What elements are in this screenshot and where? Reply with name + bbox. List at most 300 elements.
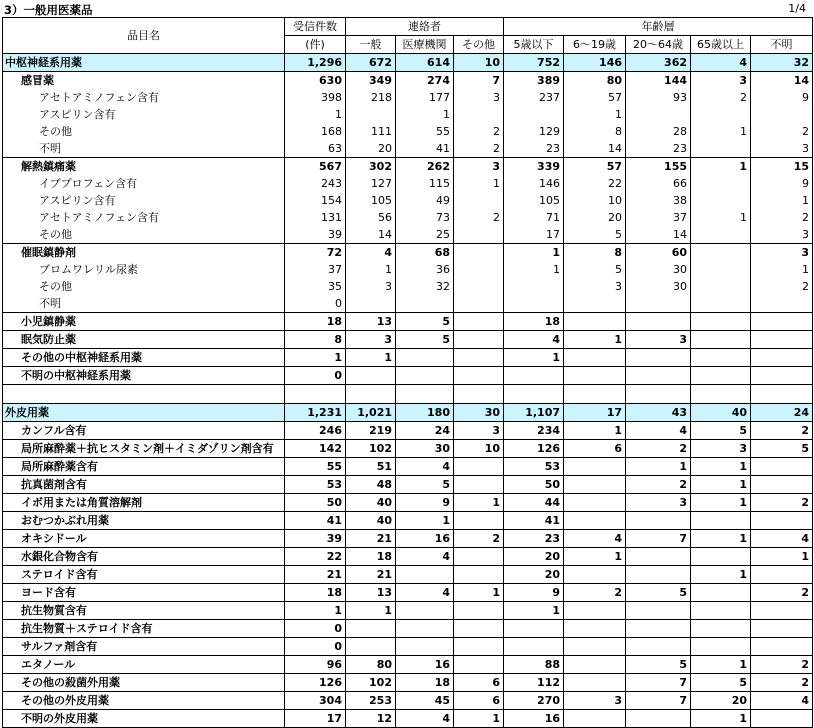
cell-contact-other [454,261,504,278]
cell-contact-general: 102 [346,674,396,692]
cell-age-unknown: 14 [751,72,813,90]
subcategory-row [3,422,813,440]
cell-total: 96 [285,656,346,674]
cell-age-65plus [691,175,751,192]
cell-age-under5: 105 [504,192,564,209]
cell-age-unknown [751,710,813,728]
item-name-cell: 抗生物質含有 [3,602,285,620]
cell-contact-general: 13 [346,313,396,331]
cell-age-20-64 [626,295,691,313]
subcategory-row [3,602,813,620]
cell-age-under5: 20 [504,566,564,584]
cell-total: 630 [285,72,346,90]
cell-age-65plus [691,140,751,158]
cell-age-20-64: 155 [626,158,691,176]
item-name-cell: ブロムワレリル尿素 [3,261,285,278]
header-age-6-19: 6～19歳 [564,36,626,54]
cell-total: 8 [285,331,346,349]
cell-age-20-64: 66 [626,175,691,192]
cell-contact-other [454,192,504,209]
cell-age-65plus [691,548,751,566]
cell-age-unknown: 2 [751,656,813,674]
cell-age-6-19 [564,674,626,692]
cell-total: 39 [285,530,346,548]
cell-contact-other: 6 [454,692,504,710]
cell-contact-general: 3 [346,278,396,295]
cell-contact-other: 6 [454,674,504,692]
cell-age-under5 [504,295,564,313]
cell-contact-general [346,638,396,656]
cell-age-20-64: 14 [626,226,691,244]
cell-age-20-64: 2 [626,476,691,494]
cell-contact-medical: 25 [396,226,454,244]
cell-age-unknown [751,620,813,638]
item-name-cell: ヨード含有 [3,584,285,602]
cell-total: 154 [285,192,346,209]
cell-contact-other [454,385,504,404]
title-bar [0,0,814,17]
detail-row [3,106,813,123]
item-name-cell: ステロイド含有 [3,566,285,584]
subcategory-row [3,158,813,176]
cell-total: 1 [285,106,346,123]
cell-age-under5: 389 [504,72,564,90]
cell-age-20-64: 362 [626,54,691,72]
cell-age-6-19 [564,385,626,404]
cell-contact-general: 349 [346,72,396,90]
cell-contact-general: 127 [346,175,396,192]
spacer-row [3,385,813,404]
cell-contact-general: 672 [346,54,396,72]
cell-contact-general: 21 [346,530,396,548]
cell-age-65plus [691,261,751,278]
cell-total: 0 [285,295,346,313]
cell-age-65plus: 40 [691,404,751,422]
cell-age-under5: 270 [504,692,564,710]
cell-contact-general: 105 [346,192,396,209]
cell-age-unknown: 24 [751,404,813,422]
cell-age-20-64: 3 [626,494,691,512]
cell-age-65plus: 1 [691,123,751,140]
cell-age-under5: 18 [504,313,564,331]
cell-age-unknown: 1 [751,261,813,278]
cell-contact-general: 40 [346,494,396,512]
cell-total: 131 [285,209,346,226]
cell-age-unknown [751,106,813,123]
subcategory-row [3,620,813,638]
detail-row [3,226,813,244]
item-name-cell: 外皮用薬 [3,404,285,422]
item-name-cell: その他の外皮用薬 [3,692,285,710]
cell-contact-other: 2 [454,209,504,226]
cell-age-unknown [751,476,813,494]
cell-age-65plus [691,602,751,620]
cell-total: 53 [285,476,346,494]
cell-age-20-64: 7 [626,530,691,548]
cell-age-65plus: 1 [691,656,751,674]
detail-row [3,140,813,158]
cell-age-20-64 [626,620,691,638]
cell-age-under5: 41 [504,512,564,530]
cell-contact-medical: 30 [396,440,454,458]
cell-age-unknown: 3 [751,226,813,244]
cell-contact-other [454,476,504,494]
cell-contact-general: 48 [346,476,396,494]
cell-contact-medical: 1 [396,512,454,530]
cell-total: 398 [285,89,346,106]
item-name-cell: 眠気防止薬 [3,331,285,349]
cell-age-65plus [691,512,751,530]
cell-contact-medical [396,367,454,385]
cell-age-65plus [691,620,751,638]
cell-contact-general: 21 [346,566,396,584]
cell-age-unknown: 4 [751,530,813,548]
cell-contact-general: 4 [346,244,396,262]
cell-age-65plus [691,295,751,313]
cell-contact-general: 1 [346,261,396,278]
cell-age-20-64 [626,385,691,404]
cell-contact-medical: 4 [396,458,454,476]
cell-age-unknown: 2 [751,123,813,140]
cell-contact-medical: 41 [396,140,454,158]
cell-contact-general: 1 [346,602,396,620]
cell-age-65plus [691,638,751,656]
header-age-group: 年齢層 [504,18,813,36]
cell-age-under5 [504,278,564,295]
cell-contact-other: 1 [454,710,504,728]
cell-age-65plus: 1 [691,458,751,476]
cell-contact-other [454,548,504,566]
item-name-cell: 不明 [3,295,285,313]
item-name-cell: 抗真菌剤含有 [3,476,285,494]
cell-age-20-64 [626,512,691,530]
cell-total [285,385,346,404]
item-name-cell: その他の中枢神経系用薬 [3,349,285,367]
cell-contact-medical [396,638,454,656]
cell-contact-general: 14 [346,226,396,244]
cell-age-65plus [691,584,751,602]
cell-contact-general: 302 [346,158,396,176]
cell-age-unknown [751,602,813,620]
cell-contact-other: 10 [454,440,504,458]
cell-contact-medical: 5 [396,476,454,494]
cell-total: 35 [285,278,346,295]
cell-contact-other [454,106,504,123]
cell-total: 18 [285,313,346,331]
cell-contact-medical: 32 [396,278,454,295]
cell-contact-medical: 55 [396,123,454,140]
subcategory-row [3,566,813,584]
cell-contact-other: 10 [454,54,504,72]
detail-row [3,278,813,295]
cell-age-6-19: 6 [564,440,626,458]
cell-age-6-19 [564,367,626,385]
table-header [3,18,813,54]
subcategory-row [3,494,813,512]
cell-contact-other [454,367,504,385]
cell-age-65plus: 1 [691,158,751,176]
cell-contact-general: 219 [346,422,396,440]
cell-total: 126 [285,674,346,692]
cell-total: 63 [285,140,346,158]
cell-age-under5: 146 [504,175,564,192]
cell-contact-general: 40 [346,512,396,530]
cell-age-65plus: 5 [691,422,751,440]
cell-contact-other: 2 [454,123,504,140]
cell-age-under5: 112 [504,674,564,692]
cell-contact-other [454,656,504,674]
header-total-unit: (件) [285,36,346,54]
item-name-cell: 水銀化合物含有 [3,548,285,566]
cell-age-unknown: 15 [751,158,813,176]
cell-age-unknown: 2 [751,494,813,512]
cell-contact-other [454,331,504,349]
cell-age-under5: 237 [504,89,564,106]
cell-contact-medical [396,295,454,313]
cell-contact-medical [396,620,454,638]
cell-age-20-64: 43 [626,404,691,422]
cell-total: 39 [285,226,346,244]
cell-contact-medical: 115 [396,175,454,192]
cell-age-unknown: 4 [751,692,813,710]
cell-age-under5: 1,107 [504,404,564,422]
cell-total: 55 [285,458,346,476]
cell-contact-general [346,367,396,385]
cell-age-under5 [504,367,564,385]
cell-age-unknown: 2 [751,209,813,226]
cell-age-65plus [691,106,751,123]
cell-age-6-19: 3 [564,692,626,710]
cell-age-6-19: 57 [564,89,626,106]
cell-age-6-19 [564,349,626,367]
item-name-cell: 中枢神経系用薬 [3,54,285,72]
cell-contact-general: 80 [346,656,396,674]
cell-age-under5: 44 [504,494,564,512]
cell-age-6-19 [564,620,626,638]
cell-contact-medical: 5 [396,331,454,349]
subcategory-row [3,458,813,476]
cell-age-unknown [751,313,813,331]
cell-contact-medical: 4 [396,584,454,602]
subcategory-row [3,530,813,548]
item-name-cell: その他 [3,123,285,140]
subcategory-row [3,72,813,90]
cell-age-6-19: 10 [564,192,626,209]
cell-contact-other [454,295,504,313]
cell-age-20-64 [626,710,691,728]
item-name-cell: その他 [3,278,285,295]
cell-age-unknown: 2 [751,422,813,440]
cell-age-unknown [751,566,813,584]
cell-age-6-19: 1 [564,422,626,440]
cell-age-20-64: 37 [626,209,691,226]
cell-contact-medical: 1 [396,106,454,123]
item-name-cell: その他の殺菌外用薬 [3,674,285,692]
detail-row [3,123,813,140]
cell-contact-general [346,106,396,123]
cell-contact-general: 253 [346,692,396,710]
cell-age-6-19: 5 [564,226,626,244]
header-contact-medical: 医療機関 [396,36,454,54]
cell-contact-general: 102 [346,440,396,458]
cell-age-unknown [751,331,813,349]
cell-total: 41 [285,512,346,530]
cell-contact-other: 30 [454,404,504,422]
cell-age-under5: 23 [504,530,564,548]
cell-total: 18 [285,584,346,602]
cell-age-unknown [751,385,813,404]
subcategory-row [3,548,813,566]
cell-total: 246 [285,422,346,440]
cell-age-under5: 752 [504,54,564,72]
item-name-cell: アセトアミノフェン含有 [3,209,285,226]
cell-age-20-64: 23 [626,140,691,158]
cell-age-65plus: 1 [691,530,751,548]
cell-age-6-19: 4 [564,530,626,548]
item-name-cell: 小児鎮静薬 [3,313,285,331]
cell-age-6-19: 22 [564,175,626,192]
cell-age-20-64 [626,548,691,566]
cell-age-20-64: 5 [626,584,691,602]
cell-age-20-64: 60 [626,244,691,262]
cell-age-65plus [691,367,751,385]
cell-age-65plus [691,278,751,295]
cell-age-under5: 1 [504,602,564,620]
cell-age-under5: 23 [504,140,564,158]
item-name-cell: おむつかぶれ用薬 [3,512,285,530]
cell-age-6-19: 8 [564,123,626,140]
cell-age-6-19 [564,656,626,674]
cell-contact-other: 1 [454,175,504,192]
table-body [3,54,813,728]
cell-age-under5: 16 [504,710,564,728]
cell-age-6-19 [564,566,626,584]
item-name-cell: 感冒薬 [3,72,285,90]
cell-age-20-64: 2 [626,440,691,458]
cell-age-unknown [751,638,813,656]
item-name-cell: アスピリン含有 [3,106,285,123]
cell-age-under5: 1 [504,261,564,278]
cell-contact-medical: 18 [396,674,454,692]
cell-contact-general: 12 [346,710,396,728]
cell-contact-general: 111 [346,123,396,140]
header-contact-group: 連絡者 [346,18,504,36]
cell-contact-general: 56 [346,209,396,226]
cell-age-6-19 [564,602,626,620]
item-name-cell: 催眠鎮静剤 [3,244,285,262]
cell-age-6-19: 14 [564,140,626,158]
header-age-under5: 5歳以下 [504,36,564,54]
cell-contact-medical: 36 [396,261,454,278]
cell-age-20-64: 5 [626,656,691,674]
cell-contact-general: 3 [346,331,396,349]
cell-contact-medical: 177 [396,89,454,106]
subcategory-row [3,440,813,458]
cell-total: 1,231 [285,404,346,422]
cell-contact-other [454,602,504,620]
cell-contact-medical [396,349,454,367]
cell-age-unknown: 5 [751,440,813,458]
cell-age-6-19: 20 [564,209,626,226]
cell-age-unknown [751,295,813,313]
cell-contact-medical: 4 [396,548,454,566]
cell-age-unknown: 32 [751,54,813,72]
subcategory-row [3,692,813,710]
cell-age-under5: 50 [504,476,564,494]
cell-age-65plus [691,313,751,331]
cell-age-under5: 1 [504,244,564,262]
page-title: 3）一般用医薬品 [4,3,93,17]
cell-contact-medical: 73 [396,209,454,226]
cell-age-65plus: 3 [691,440,751,458]
cell-age-unknown [751,349,813,367]
cell-age-65plus: 2 [691,89,751,106]
cell-contact-other [454,638,504,656]
cell-total: 17 [285,710,346,728]
cell-contact-other [454,278,504,295]
cell-age-65plus: 1 [691,566,751,584]
cell-age-6-19 [564,638,626,656]
item-name-cell: イボ用または角質溶解剤 [3,494,285,512]
cell-age-65plus: 4 [691,54,751,72]
subcategory-row [3,512,813,530]
cell-total: 21 [285,566,346,584]
cell-age-under5: 71 [504,209,564,226]
cell-age-under5 [504,638,564,656]
statistics-table [2,17,813,728]
cell-age-6-19: 5 [564,261,626,278]
cell-age-unknown: 3 [751,140,813,158]
header-contact-other: その他 [454,36,504,54]
cell-contact-general [346,385,396,404]
cell-contact-medical: 68 [396,244,454,262]
item-name-cell: アセトアミノフェン含有 [3,89,285,106]
cell-age-20-64 [626,638,691,656]
item-name-cell: カンフル含有 [3,422,285,440]
detail-row [3,192,813,209]
cell-contact-other [454,226,504,244]
cell-age-6-19 [564,494,626,512]
cell-age-under5 [504,385,564,404]
cell-age-6-19: 1 [564,548,626,566]
cell-age-20-64: 7 [626,692,691,710]
cell-age-20-64 [626,106,691,123]
cell-age-6-19: 3 [564,278,626,295]
cell-age-20-64 [626,602,691,620]
cell-age-65plus [691,244,751,262]
cell-total: 304 [285,692,346,710]
cell-age-65plus: 3 [691,72,751,90]
subcategory-row [3,476,813,494]
cell-age-unknown: 9 [751,175,813,192]
cell-contact-other [454,566,504,584]
detail-row [3,175,813,192]
cell-age-6-19: 1 [564,331,626,349]
cell-age-65plus: 1 [691,209,751,226]
cell-contact-general: 1 [346,349,396,367]
subcategory-row [3,331,813,349]
cell-total: 1,296 [285,54,346,72]
item-name-cell: エタノール [3,656,285,674]
cell-age-20-64: 1 [626,458,691,476]
cell-age-20-64: 144 [626,72,691,90]
cell-contact-general: 13 [346,584,396,602]
cell-age-under5: 126 [504,440,564,458]
cell-contact-general: 1,021 [346,404,396,422]
item-name-cell: 局所麻酔薬＋抗ヒスタミン剤＋イミダゾリン剤含有 [3,440,285,458]
cell-contact-medical: 49 [396,192,454,209]
cell-age-6-19 [564,512,626,530]
